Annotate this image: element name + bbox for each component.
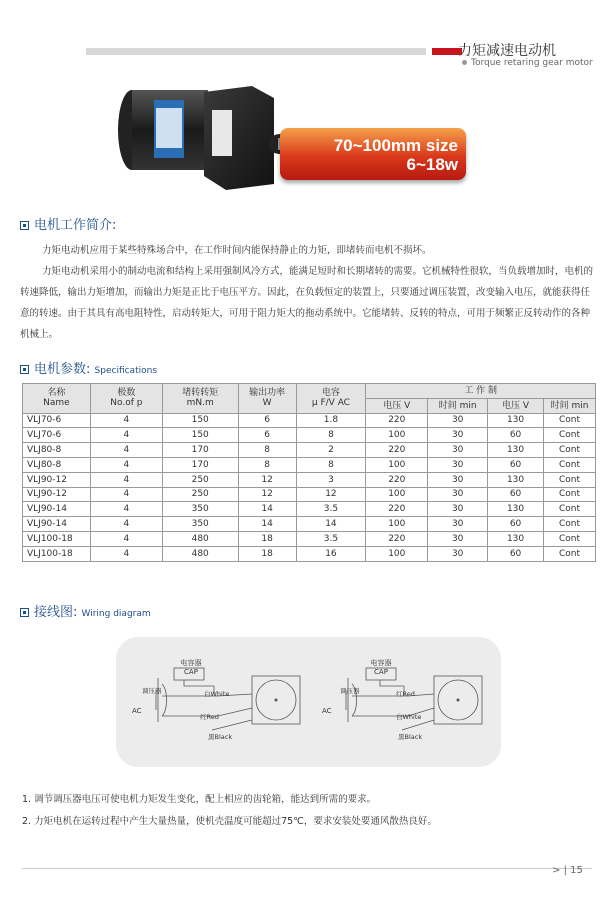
table-cell: 1.8	[296, 413, 366, 428]
square-bullet-icon	[20, 608, 29, 617]
note-1: 1. 调节调压器电压可使电机力矩发生变化，配上相应的齿轮箱，能达到所需的要求。	[22, 794, 377, 805]
table-cell: 2	[296, 443, 366, 458]
table-cell: 6	[238, 413, 296, 428]
table-cell: 220	[366, 443, 428, 458]
table-cell: VLJ90-12	[23, 472, 91, 487]
table-cell: 130	[488, 443, 544, 458]
table-cell: 30	[428, 502, 488, 517]
table-cell: 60	[488, 517, 544, 532]
capacitor-label-right: 电容器 CAP	[370, 659, 392, 676]
table-cell: 100	[366, 546, 428, 561]
table-cell: 3	[296, 472, 366, 487]
specs-heading: 电机参数: Specifications	[20, 358, 157, 377]
square-bullet-icon	[20, 365, 29, 374]
table-cell: 150	[162, 413, 238, 428]
table-cell: 12	[296, 487, 366, 502]
table-cell: 60	[488, 457, 544, 472]
square-bullet-icon	[20, 221, 29, 230]
wiring-diagram-right	[318, 650, 498, 758]
table-cell: 4	[90, 517, 162, 532]
table-cell: VLJ90-14	[23, 517, 91, 532]
ac-label-right: AC	[322, 707, 332, 715]
table-cell: 12	[238, 472, 296, 487]
table-cell: 100	[366, 487, 428, 502]
col-work-group: 工 作 制	[366, 384, 596, 399]
col-name: 名称 Name	[23, 384, 91, 414]
wiring-heading: 接线图: Wiring diagram	[20, 601, 151, 620]
table-cell: 18	[238, 531, 296, 546]
table-cell: 30	[428, 487, 488, 502]
table-cell: 250	[162, 487, 238, 502]
table-cell: 30	[428, 546, 488, 561]
table-cell: Cont	[544, 531, 596, 546]
table-cell: Cont	[544, 428, 596, 443]
table-cell: 4	[90, 428, 162, 443]
table-cell: 30	[428, 472, 488, 487]
table-cell: 8	[238, 443, 296, 458]
table-cell: 480	[162, 546, 238, 561]
table-cell: 130	[488, 413, 544, 428]
spec-table-body	[23, 413, 596, 561]
table-row	[23, 443, 596, 458]
table-cell: 14	[238, 502, 296, 517]
table-cell: 4	[90, 413, 162, 428]
table-cell: Cont	[544, 443, 596, 458]
table-cell: 220	[366, 413, 428, 428]
black-wire-label-left: 黑Black	[208, 733, 233, 741]
intro-heading: 电机工作简介:	[20, 214, 116, 233]
table-cell: 60	[488, 546, 544, 561]
table-cell: 8	[296, 457, 366, 472]
table-row	[23, 472, 596, 487]
table-cell: Cont	[544, 457, 596, 472]
table-cell: 170	[162, 443, 238, 458]
col-capacitor: 电容 μ F/V AC	[296, 384, 366, 414]
power-text: 6~18w	[406, 155, 458, 174]
table-cell: VLJ90-12	[23, 487, 91, 502]
table-cell: 30	[428, 531, 488, 546]
table-cell: 3.5	[296, 531, 366, 546]
table-cell: 12	[238, 487, 296, 502]
table-cell: Cont	[544, 517, 596, 532]
table-row	[23, 428, 596, 443]
col-time-2: 时间 min	[544, 398, 596, 413]
white-wire-label-left: 白White	[204, 690, 230, 698]
table-cell: 14	[238, 517, 296, 532]
table-cell: 350	[162, 502, 238, 517]
table-cell: 3.5	[296, 502, 366, 517]
table-cell: 100	[366, 457, 428, 472]
table-cell: VLJ100-18	[23, 546, 91, 561]
table-cell: 4	[90, 502, 162, 517]
col-poles: 极数 No.of p	[90, 384, 162, 414]
table-cell: 480	[162, 531, 238, 546]
table-cell: 30	[428, 443, 488, 458]
table-cell: 4	[90, 531, 162, 546]
col-voltage-2: 电压 V	[488, 398, 544, 413]
col-time-1: 时间 min	[428, 398, 488, 413]
red-wire-label-right: 红Red	[396, 690, 415, 698]
table-cell: Cont	[544, 487, 596, 502]
table-cell: 16	[296, 546, 366, 561]
table-row	[23, 502, 596, 517]
size-text: 70~100mm size	[333, 136, 458, 155]
table-cell: 4	[90, 546, 162, 561]
table-cell: 4	[90, 457, 162, 472]
regulator-label-left: 调压器	[142, 687, 162, 695]
white-wire-label-right: 白White	[396, 713, 422, 721]
ac-label-left: AC	[132, 707, 142, 715]
note-2: 2. 力矩电机在运转过程中产生大量热量，使机壳温度可能超过75℃，要求安装处要通风散热良好。	[22, 816, 437, 827]
table-cell: 220	[366, 531, 428, 546]
table-cell: Cont	[544, 546, 596, 561]
table-cell: 8	[296, 428, 366, 443]
table-cell: VLJ80-8	[23, 457, 91, 472]
table-cell: 170	[162, 457, 238, 472]
table-cell: 220	[366, 472, 428, 487]
table-cell: 100	[366, 517, 428, 532]
table-cell: VLJ70-6	[23, 428, 91, 443]
footer-line	[22, 868, 592, 869]
table-cell: 250	[162, 472, 238, 487]
page-number: > | 15	[552, 865, 583, 876]
table-cell: 100	[366, 428, 428, 443]
table-cell: 6	[238, 428, 296, 443]
gear-motor-image	[118, 80, 302, 192]
table-cell: 130	[488, 472, 544, 487]
red-wire-label-left: 红Red	[200, 713, 219, 721]
table-cell: Cont	[544, 472, 596, 487]
table-cell: VLJ100-18	[23, 531, 91, 546]
intro-paragraph-1: 力矩电动机应用于某些特殊场合中，在工作时间内能保持静止的力矩，即堵转而电机不损坏。	[42, 245, 432, 256]
header-bar	[86, 48, 426, 55]
table-cell: 60	[488, 428, 544, 443]
spec-table	[22, 383, 596, 562]
col-torque: 堵转转矩 mN.m	[162, 384, 238, 414]
table-cell: 350	[162, 517, 238, 532]
table-cell: 4	[90, 472, 162, 487]
table-cell: 130	[488, 502, 544, 517]
table-row	[23, 546, 596, 561]
table-cell: 30	[428, 517, 488, 532]
table-cell: 8	[238, 457, 296, 472]
col-voltage-1: 电压 V	[366, 398, 428, 413]
table-row	[23, 413, 596, 428]
table-cell: 150	[162, 428, 238, 443]
table-cell: 30	[428, 457, 488, 472]
table-cell: 60	[488, 487, 544, 502]
intro-paragraph-2: 力矩电动机采用小的制动电流和结构上采用强制风冷方式，能满足短时和长期堵转的需要。它机械特性很软，当负载增加时，电机的转速降低，输出力矩增加，而输出力矩是正比于电压平方。因此，在负载恒定的装置上，只要通过调压装置，改变输入电压，就能获得任意的转速。由于其具有高电阻特性，启动转矩大，可用于阻力矩大的拖动系统中。它能堵转、反转的特点，可用于频繁正反转动作的各种机械上。	[20, 266, 594, 340]
regulator-label-right: 调压器	[340, 687, 360, 695]
table-cell: VLJ70-6	[23, 413, 91, 428]
table-row	[23, 457, 596, 472]
page-title: 力矩减速电动机	[458, 43, 556, 59]
table-cell: Cont	[544, 502, 596, 517]
table-cell: 220	[366, 502, 428, 517]
page-subtitle: Torque retaring gear motor	[462, 58, 593, 68]
table-cell: 30	[428, 413, 488, 428]
black-wire-label-right: 黑Black	[398, 733, 423, 741]
table-cell: 4	[90, 443, 162, 458]
capacitor-label-left: 电容器 CAP	[180, 659, 202, 676]
table-row	[23, 517, 596, 532]
table-cell: 14	[296, 517, 366, 532]
table-cell: 30	[428, 428, 488, 443]
table-cell: 4	[90, 487, 162, 502]
table-row	[23, 487, 596, 502]
table-cell: Cont	[544, 413, 596, 428]
table-cell: VLJ80-8	[23, 443, 91, 458]
wiring-diagram-left	[128, 650, 308, 758]
col-power: 输出功率 W	[238, 384, 296, 414]
table-cell: 130	[488, 531, 544, 546]
chevron-right-icon: >	[552, 865, 561, 876]
table-row	[23, 531, 596, 546]
table-cell: 18	[238, 546, 296, 561]
table-cell: VLJ90-14	[23, 502, 91, 517]
